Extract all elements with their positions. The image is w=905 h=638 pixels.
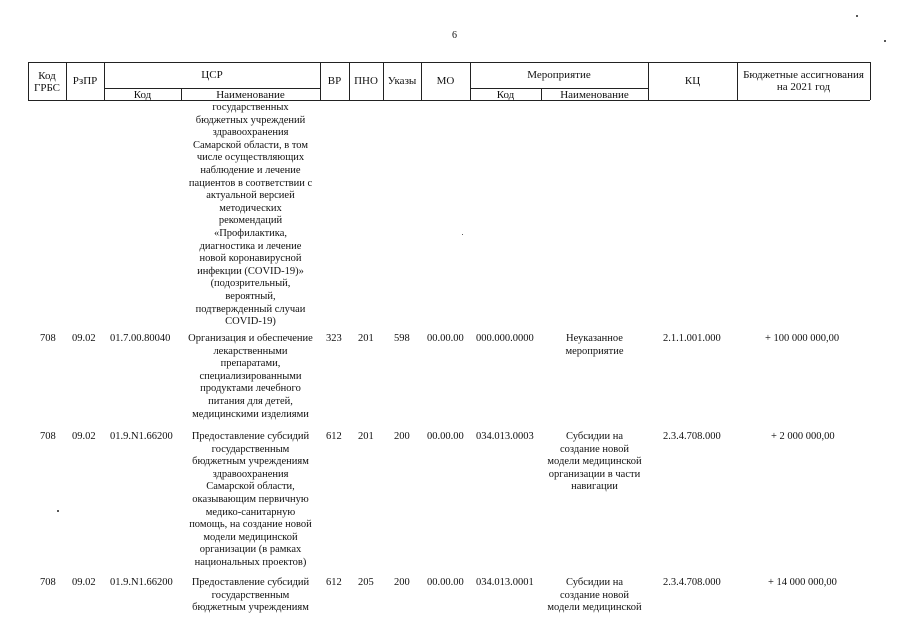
cell-rzpr: 09.02: [72, 431, 96, 442]
header-csr-kod: Код: [133, 89, 152, 101]
cell-csr-kod: 01.9.N1.66200: [110, 577, 173, 588]
cell-csr-kod: 01.9.N1.66200: [110, 431, 173, 442]
cell-pno: 205: [358, 577, 374, 588]
cell-mo: 00.00.00: [427, 333, 464, 344]
cell-csr-name: Организация и обеспечение лекарственными препаратами, специализированными продуктами лечебного питания для детей, медицинскими изделиями: [188, 333, 313, 420]
header-mo: МО: [436, 75, 455, 87]
scan-speck: [57, 510, 59, 512]
header-rzpr: РзПР: [72, 75, 98, 87]
header-vr: ВР: [327, 75, 342, 87]
cell-ukazy: 598: [394, 333, 410, 344]
cell-kc: 2.1.1.001.000: [663, 333, 721, 344]
cell-budget: + 2 000 000,00: [771, 431, 835, 442]
cell-grbs: 708: [40, 333, 56, 344]
cell-kc: 2.3.4.708.000: [663, 431, 721, 442]
header-mer-name: Наименование: [560, 89, 629, 101]
header-kod-grbs: Код ГРБС: [33, 70, 61, 94]
continuation-text: государственных бюджетных учреждений здравоохранения Самарской области, в том числе осуществляющих наблюдение и лечение пациентов в соответствии с актуальной версией методических рекомендаций «Профилактика, диагностика и лечение новой коронавирусной инфекции (COVID-19)» (подозрительный, вероятный, подтвержденный случаи COVID-19): [188, 102, 313, 328]
cell-csr-name: Предоставление субсидий государственным бюджетным учреждениям здравоохранения Самарской области, оказывающим первичную медико-санитарную помощь, на создание новой модели медицинской организации (в рамках национальных проектов): [189, 431, 312, 568]
cell-mer-name: Субсидии на создание новой модели медицинской: [547, 577, 642, 614]
cell-mer-kod: 000.000.0000: [476, 333, 534, 344]
header-budget: Бюджетные ассигнования на 2021 год: [743, 69, 864, 93]
cell-vr: 612: [326, 431, 342, 442]
header-pno: ПНО: [354, 75, 378, 87]
cell-budget: + 14 000 000,00: [768, 577, 837, 588]
cell-budget: + 100 000 000,00: [765, 333, 840, 344]
cell-vr: 612: [326, 577, 342, 588]
scan-speck: [462, 234, 463, 235]
cell-ukazy: 200: [394, 577, 410, 588]
cell-mo: 00.00.00: [427, 431, 464, 442]
cell-rzpr: 09.02: [72, 577, 96, 588]
cell-mer-name: Субсидии на создание новой модели медицинской организации в части навигации: [547, 431, 642, 493]
scan-speck: [884, 40, 886, 42]
cell-vr: 323: [326, 333, 342, 344]
cell-rzpr: 09.02: [72, 333, 96, 344]
header-csr-name: Наименование: [216, 89, 285, 101]
header-kc: КЦ: [684, 75, 701, 87]
cell-pno: 201: [358, 333, 374, 344]
cell-mer-kod: 034.013.0003: [476, 431, 534, 442]
cell-csr-name: Предоставление субсидий государственным бюджетным учреждениям: [191, 577, 310, 614]
cell-grbs: 708: [40, 577, 56, 588]
scan-speck: [856, 15, 858, 17]
header-meropriyatie: Мероприятие: [527, 69, 591, 81]
cell-pno: 201: [358, 431, 374, 442]
header-mer-kod: Код: [496, 89, 515, 101]
cell-csr-kod: 01.7.00.80040: [110, 333, 171, 344]
cell-mo: 00.00.00: [427, 577, 464, 588]
page-number: 6: [452, 30, 457, 41]
cell-mer-kod: 034.013.0001: [476, 577, 534, 588]
header-ukazy: Указы: [387, 75, 417, 87]
cell-kc: 2.3.4.708.000: [663, 577, 721, 588]
header-csr: ЦСР: [201, 69, 223, 81]
cell-ukazy: 200: [394, 431, 410, 442]
cell-mer-name: Неуказанное мероприятие: [565, 333, 624, 357]
cell-grbs: 708: [40, 431, 56, 442]
